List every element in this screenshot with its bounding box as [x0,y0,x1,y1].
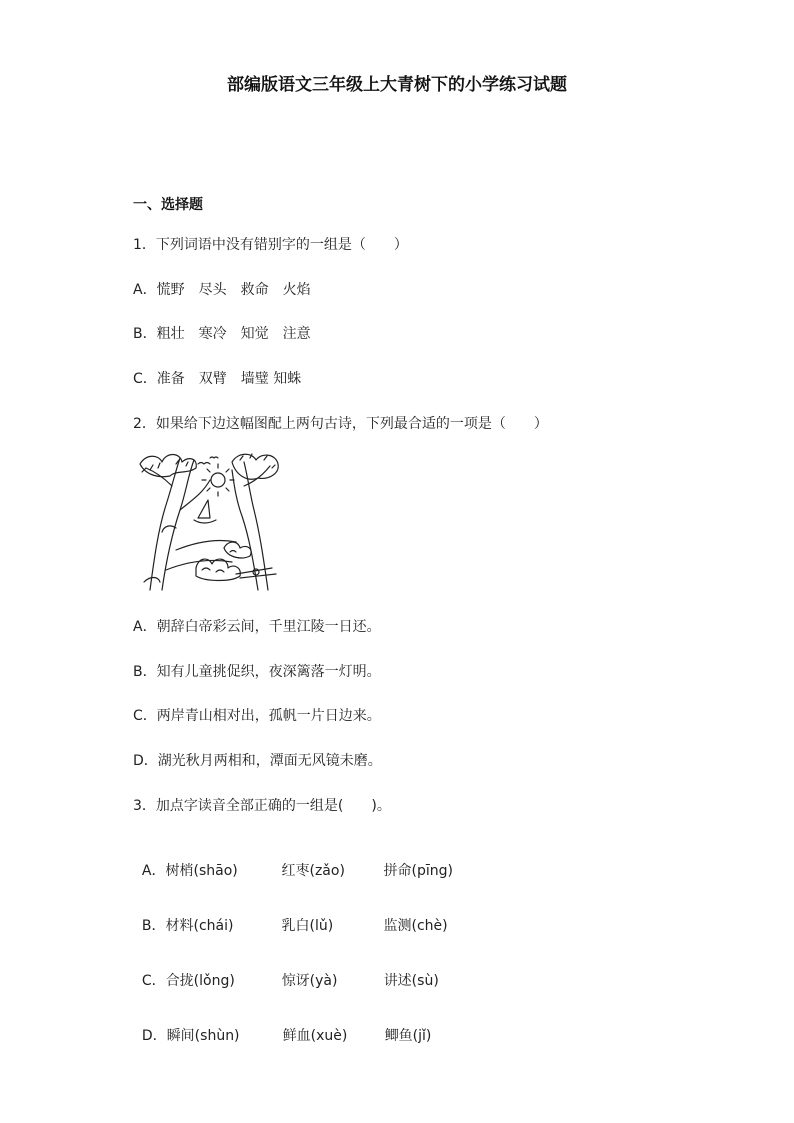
option-word: 红枣(zǎo) [281,863,345,879]
question-3-option-d [133,1009,431,1045]
question-1-option-c: C．准备 双臂 墙璧 知蛛 [133,371,302,387]
question-1-option-a: A．慌野 尽头 救命 火焰 [133,282,311,298]
question-1-stem: 1．下列词语中没有错别字的一组是（ ） [133,237,408,253]
question-2-option-a: A．朝辞白帝彩云间，千里江陵一日还。 [133,619,381,635]
option-word: 惊讶(yà) [281,973,338,989]
option-word: 讲述(sù) [383,973,439,989]
option-word: 鲫鱼(jǐ) [384,1028,432,1044]
option-word: 合拢(lǒng) [165,973,235,989]
option-label: C． [141,973,166,989]
question-3-option-b [133,899,448,935]
option-label: B． [141,918,166,934]
question-3-option-c [133,954,439,990]
question-3-stem: 3．加点字读音全部正确的一组是( )。 [133,798,391,814]
option-word: 树梢(shāo) [165,863,238,879]
option-word: 乳白(lǔ) [281,918,334,934]
option-word: 鲜血(xuè) [282,1028,348,1044]
question-2-option-d: D．湖光秋月两相和，潭面无风镜未磨。 [133,753,382,769]
section-title: 一、选择题 [133,197,203,213]
option-word: 监测(chè) [383,918,448,934]
option-label: A． [141,863,166,879]
question-1-option-b: B．粗壮 寒冷 知觉 注意 [133,326,311,342]
question-2-option-c: C．两岸青山相对出，孤帆一片日边来。 [133,708,381,724]
question-2-stem: 2．如果给下边这幅图配上两句古诗，下列最合适的一项是（ ） [133,416,548,432]
question-2-option-b: B．知有儿童挑促织，夜深篱落一灯明。 [133,664,381,680]
page-title: 部编版语文三年级上大青树下的小学练习试题 [227,75,567,95]
question-3-option-a [133,844,453,880]
option-label: D． [141,1028,167,1044]
option-word: 瞬间(shùn) [166,1028,240,1044]
tree-riverbank-illustration [136,450,282,592]
option-word: 拼命(pīng) [383,863,453,879]
option-word: 材料(chái) [165,918,234,934]
